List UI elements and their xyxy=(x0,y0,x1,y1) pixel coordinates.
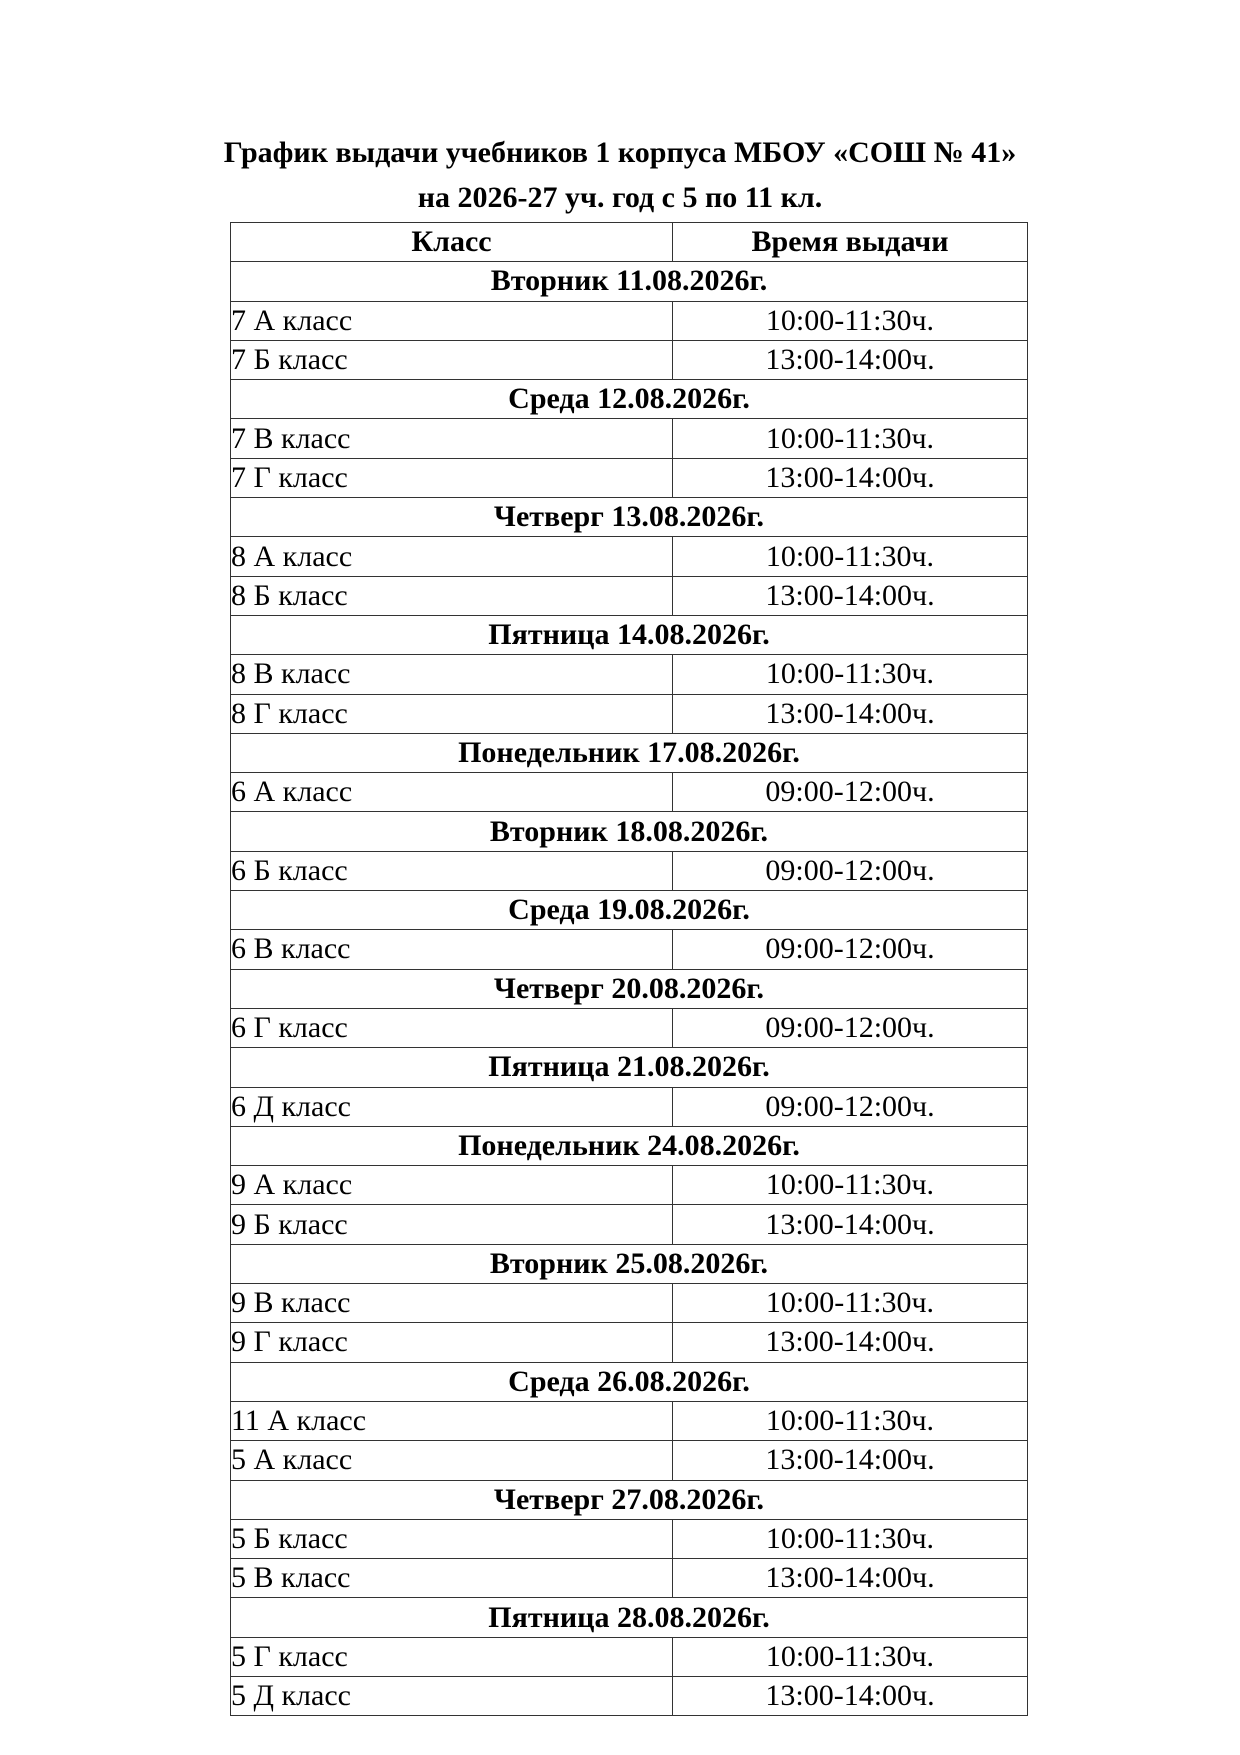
day-row xyxy=(231,615,1028,654)
time-cell: 10:00-11:30ч. xyxy=(673,655,1028,694)
table-row xyxy=(231,340,1028,379)
class-cell: 6 В класс xyxy=(231,930,673,969)
table-row xyxy=(231,458,1028,497)
table-row xyxy=(231,1087,1028,1126)
day-date-label: Среда 12.08.2026г. xyxy=(231,380,1028,419)
day-row xyxy=(231,1048,1028,1087)
day-date-label: Вторник 18.08.2026г. xyxy=(231,812,1028,851)
time-cell: 13:00-14:00ч. xyxy=(673,576,1028,615)
time-cell: 10:00-11:30ч. xyxy=(673,1637,1028,1676)
class-cell: 8 А класс xyxy=(231,537,673,576)
time-cell: 09:00-12:00ч. xyxy=(673,1087,1028,1126)
day-date-label: Пятница 21.08.2026г. xyxy=(231,1048,1028,1087)
day-row xyxy=(231,1480,1028,1519)
class-cell: 5 А класс xyxy=(231,1441,673,1480)
day-date-label: Четверг 20.08.2026г. xyxy=(231,969,1028,1008)
class-cell: 8 В класс xyxy=(231,655,673,694)
day-date-label: Пятница 28.08.2026г. xyxy=(231,1598,1028,1637)
class-cell: 5 Д класс xyxy=(231,1676,673,1715)
table-row xyxy=(231,851,1028,890)
time-cell: 10:00-11:30ч. xyxy=(673,419,1028,458)
day-row xyxy=(231,380,1028,419)
time-cell: 10:00-11:30ч. xyxy=(673,1284,1028,1323)
table-row xyxy=(231,655,1028,694)
table-row xyxy=(231,1008,1028,1047)
day-row xyxy=(231,498,1028,537)
day-row xyxy=(231,812,1028,851)
class-cell: 7 Б класс xyxy=(231,340,673,379)
class-cell: 8 Г класс xyxy=(231,694,673,733)
time-cell: 13:00-14:00ч. xyxy=(673,1441,1028,1480)
day-row xyxy=(231,1244,1028,1283)
day-date-label: Вторник 11.08.2026г. xyxy=(231,262,1028,301)
day-row xyxy=(231,733,1028,772)
time-cell: 10:00-11:30ч. xyxy=(673,1166,1028,1205)
schedule-body xyxy=(231,262,1028,1716)
time-cell: 09:00-12:00ч. xyxy=(673,1008,1028,1047)
class-cell: 7 Г класс xyxy=(231,458,673,497)
time-cell: 10:00-11:30ч. xyxy=(673,537,1028,576)
table-row xyxy=(231,1323,1028,1362)
time-cell: 10:00-11:30ч. xyxy=(673,1519,1028,1558)
class-cell: 9 А класс xyxy=(231,1166,673,1205)
day-date-label: Четверг 13.08.2026г. xyxy=(231,498,1028,537)
table-row xyxy=(231,1284,1028,1323)
table-row xyxy=(231,537,1028,576)
table-row xyxy=(231,1401,1028,1440)
time-cell: 13:00-14:00ч. xyxy=(673,340,1028,379)
day-date-label: Понедельник 24.08.2026г. xyxy=(231,1126,1028,1165)
time-cell: 13:00-14:00ч. xyxy=(673,1323,1028,1362)
class-cell: 5 Г класс xyxy=(231,1637,673,1676)
class-cell: 6 Б класс xyxy=(231,851,673,890)
table-row xyxy=(231,930,1028,969)
day-row xyxy=(231,891,1028,930)
time-cell: 13:00-14:00ч. xyxy=(673,694,1028,733)
class-cell: 9 В класс xyxy=(231,1284,673,1323)
table-row xyxy=(231,1559,1028,1598)
time-cell: 13:00-14:00ч. xyxy=(673,1205,1028,1244)
day-date-label: Понедельник 17.08.2026г. xyxy=(231,733,1028,772)
document-subtitle: на 2026-27 уч. год с 5 по 11 кл. xyxy=(417,181,823,214)
class-cell: 8 Б класс xyxy=(231,576,673,615)
time-cell: 09:00-12:00ч. xyxy=(673,773,1028,812)
schedule-table xyxy=(230,222,1028,1716)
table-row xyxy=(231,301,1028,340)
day-date-label: Четверг 27.08.2026г. xyxy=(231,1480,1028,1519)
document-title: График выдачи учебников 1 корпуса МБОУ «СОШ № 41» xyxy=(223,136,1017,169)
class-cell: 9 Б класс xyxy=(231,1205,673,1244)
day-row xyxy=(231,1362,1028,1401)
day-date-label: Среда 19.08.2026г. xyxy=(231,891,1028,930)
day-date-label: Среда 26.08.2026г. xyxy=(231,1362,1028,1401)
table-row xyxy=(231,576,1028,615)
class-cell: 6 А класс xyxy=(231,773,673,812)
time-cell: 09:00-12:00ч. xyxy=(673,851,1028,890)
time-cell: 13:00-14:00ч. xyxy=(673,1676,1028,1715)
class-cell: 5 Б класс xyxy=(231,1519,673,1558)
class-cell: 6 Д класс xyxy=(231,1087,673,1126)
class-cell: 6 Г класс xyxy=(231,1008,673,1047)
class-cell: 7 А класс xyxy=(231,301,673,340)
class-cell: 11 А класс xyxy=(231,1401,673,1440)
day-row xyxy=(231,1598,1028,1637)
class-cell: 9 Г класс xyxy=(231,1323,673,1362)
day-row xyxy=(231,969,1028,1008)
time-cell: 10:00-11:30ч. xyxy=(673,1401,1028,1440)
time-cell: 10:00-11:30ч. xyxy=(673,301,1028,340)
table-row xyxy=(231,1676,1028,1715)
time-cell: 09:00-12:00ч. xyxy=(673,930,1028,969)
column-header-class: Класс xyxy=(231,223,673,262)
table-row xyxy=(231,773,1028,812)
time-cell: 13:00-14:00ч. xyxy=(673,458,1028,497)
day-row xyxy=(231,1126,1028,1165)
day-date-label: Пятница 14.08.2026г. xyxy=(231,615,1028,654)
table-row xyxy=(231,1519,1028,1558)
table-row xyxy=(231,694,1028,733)
table-row xyxy=(231,419,1028,458)
table-row xyxy=(231,1166,1028,1205)
table-row xyxy=(231,1441,1028,1480)
column-header-time: Время выдачи xyxy=(673,223,1028,262)
time-cell: 13:00-14:00ч. xyxy=(673,1559,1028,1598)
class-cell: 7 В класс xyxy=(231,419,673,458)
table-row xyxy=(231,1205,1028,1244)
class-cell: 5 В класс xyxy=(231,1559,673,1598)
table-header-row xyxy=(231,223,1028,262)
day-row xyxy=(231,262,1028,301)
table-row xyxy=(231,1637,1028,1676)
day-date-label: Вторник 25.08.2026г. xyxy=(231,1244,1028,1283)
